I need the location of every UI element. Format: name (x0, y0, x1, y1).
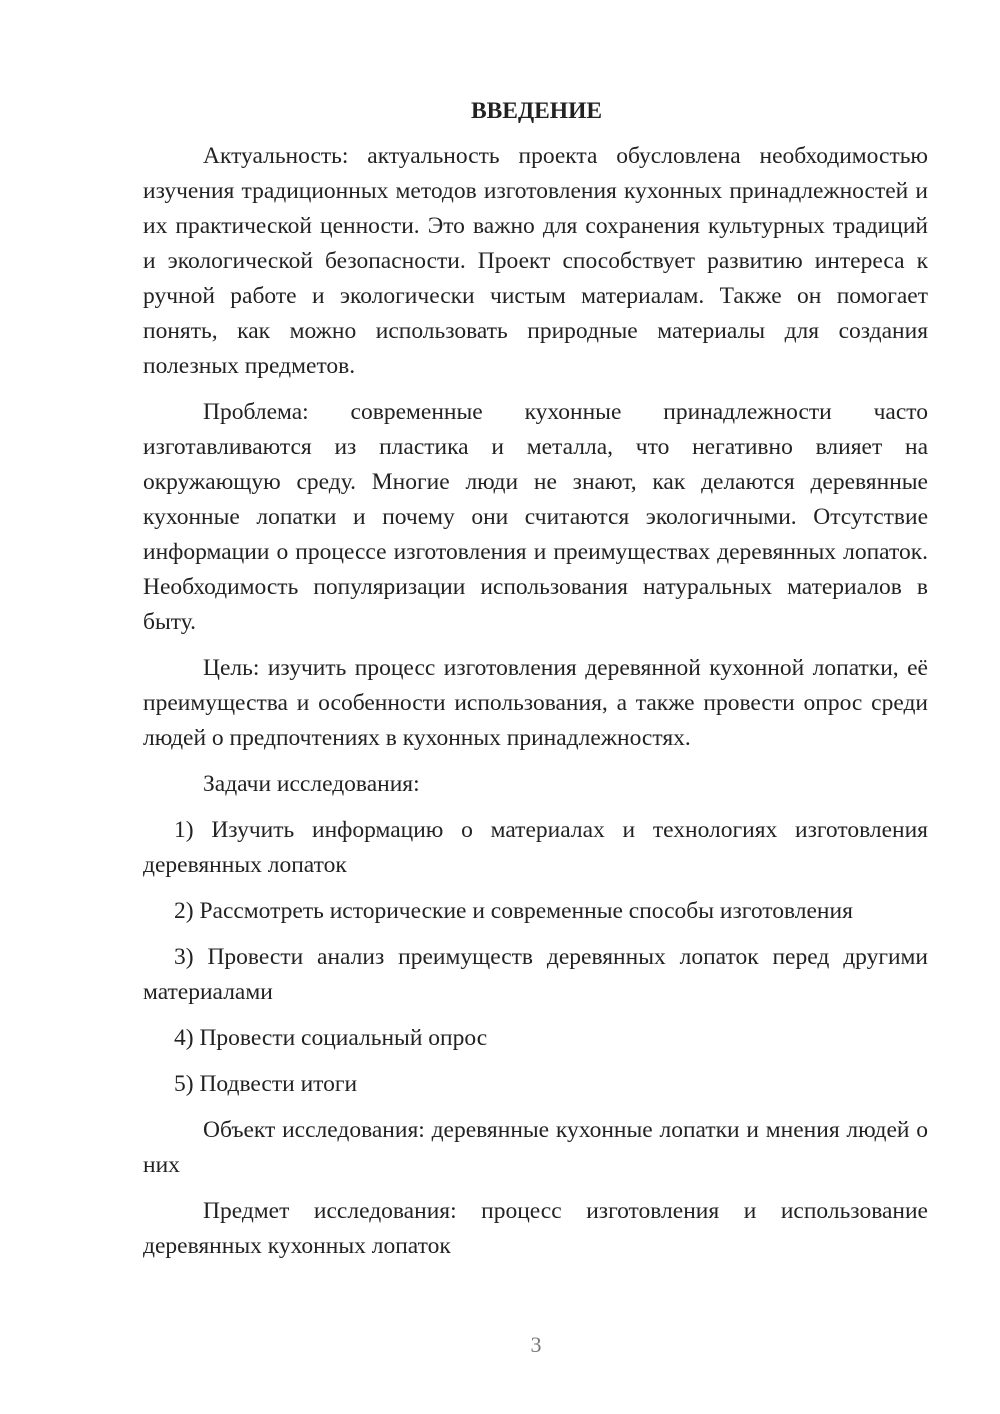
page-title: ВВЕДЕНИЕ (470, 98, 603, 124)
task-item-1: 1) Изучить информацию о материалах и технологиях изготовления деревянных лопаток (143, 817, 928, 878)
task-item-4: 4) Провести социальный опрос (174, 1025, 488, 1051)
subject-paragraph: Предмет исследования: процесс изготовления и использование деревянных кухонных лопаток (143, 1198, 928, 1259)
page-number: 3 (530, 1332, 542, 1357)
task-item-2: 2) Рассмотреть исторические и современные способы изготовления (174, 898, 853, 924)
problem-paragraph: Проблема: современные кухонные принадлежности часто изготавливаются из пластика и металла, что негативно влияет на окружающую среду. Многие люди не знают, как делаются деревянные кухонные лопатки и почему они считаются экологичными. Отсутствие информации о процессе изготовления и преимуществах деревянных лопаток. Необходимость популяризации использования натуральных материалов в быту. (143, 399, 928, 635)
page-content (143, 94, 928, 1275)
object-paragraph: Объект исследования: деревянные кухонные лопатки и мнения людей о них (143, 1117, 928, 1178)
task-item-5: 5) Подвести итоги (174, 1071, 358, 1097)
task-item-3: 3) Провести анализ преимуществ деревянных лопаток перед другими материалами (143, 944, 928, 1005)
goal-paragraph: Цель: изучить процесс изготовления деревянной кухонной лопатки, её преимущества и особенности использования, а также провести опрос среди людей о предпочтениях в кухонных принадлежностях. (143, 655, 928, 751)
tasks-heading: Задачи исследования: (203, 771, 420, 797)
relevance-paragraph: Актуальность: актуальность проекта обусловлена необходимостью изучения традиционных методов изготовления кухонных принадлежностей и их практической ценности. Это важно для сохранения культурных традиций и экологической безопасности. Проект способствует развитию интереса к ручной работе и экологически чистым материалам. Также он помогает понять, как можно использовать природные материалы для создания полезных предметов. (143, 143, 928, 379)
